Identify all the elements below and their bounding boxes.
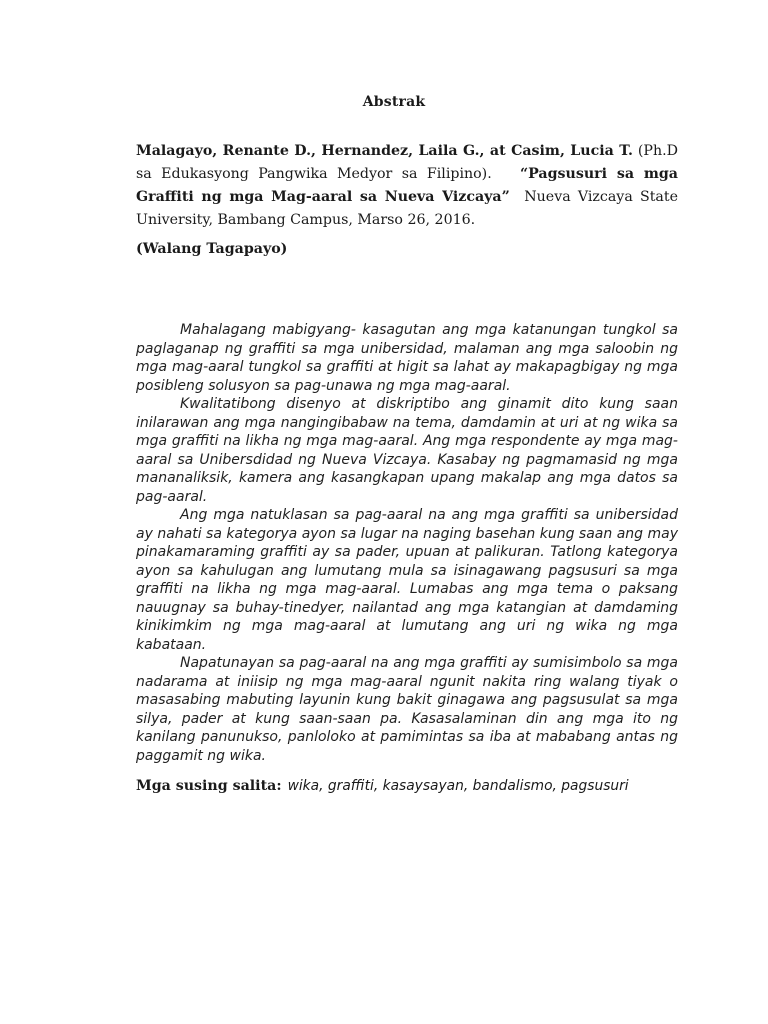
keywords-values: wika, graffiti, kasaysayan, bandalismo, pagsusuri xyxy=(287,778,629,794)
keywords-line xyxy=(136,778,629,794)
citation-block xyxy=(136,140,678,232)
abstract-paragraph-3: Ang mga natuklasan sa pag-aaral na ang mga graffiti sa unibersidad ay nahati sa kategorya ayon sa lugar na naging basehan kung saan ang may pinakamaraming graffiti ay sa pader, upuan at palikuran. Tatlong kategorya ayon sa kahulugan ang lumutang mula sa isinagawang pagsusuri sa mga graffiti na likha ng mga mag-aaral. Lumabas ang mga tema o paksang nauugnay sa buhay-tinedyer, nailantad ang mga katangian at damdaming kinikimkim ng mga mag-aaral at lumutang ang uri ng wika ng mga kabataan. xyxy=(136,507,678,653)
document-title: Abstrak xyxy=(362,94,426,110)
citation-authors: Malagayo, Renante D., Hernandez, Laila G., at Casim, Lucia T. xyxy=(136,143,633,159)
abstract-paragraph-1: Mahalagang mabigyang- kasagutan ang mga katanungan tungkol sa paglaganap ng graffiti sa mga unibersidad, malaman ang mga saloobin ng mga mag-aaral tungkol sa graffiti at higit sa lahat ay makapagbigay ng mga posibleng solusyon sa pag-unawa ng mga mag-aaral. xyxy=(136,322,678,394)
abstract-body xyxy=(136,321,678,765)
citation-degree: (Ph.D sa Edukasyong Pangwika Medyor sa Filipino). xyxy=(136,143,678,182)
abstract-paragraph-4: Napatunayan sa pag-aaral na ang mga graffiti ay sumisimbolo sa mga nadarama at iniisip ng mga mag-aaral ngunit nakita ring walang tiyak o masasabing mabuting layunin kung bakit ginagawa ang pagsusulat sa mga silya, pader at kung saan-saan pa. Kasasalaminan din ang mga ito ng kanilang panunukso, panloloko at pamimintas sa iba at mababang antas ng paggamit ng wika. xyxy=(136,655,678,764)
keywords-label: Mga susing salita: xyxy=(136,778,282,794)
citation-institution-date: Nueva Vizcaya State University, Bambang Campus, Marso 26, 2016. xyxy=(136,189,678,228)
abstract-paragraph-2: Kwalitatibong disenyo at diskriptibo ang ginamit dito kung saan inilarawan ang mga nangingibabaw na tema, damdamin at uri at ng wika sa mga graffiti na likha ng mga mag-aaral. Ang mga respondente ay mga mag-aaral sa Unibersdidad ng Nueva Vizcaya. Kasabay ng pagmamasid ng mga mananaliksik, kamera ang kasangkapan upang makalap ang mga datos sa pag-aaral. xyxy=(136,396,678,505)
adviser-note: (Walang Tagapayo) xyxy=(136,241,288,257)
citation-work-title: “Pagsusuri sa mga Graffiti ng mga Mag-aaral sa Nueva Vizcaya” xyxy=(136,166,678,205)
